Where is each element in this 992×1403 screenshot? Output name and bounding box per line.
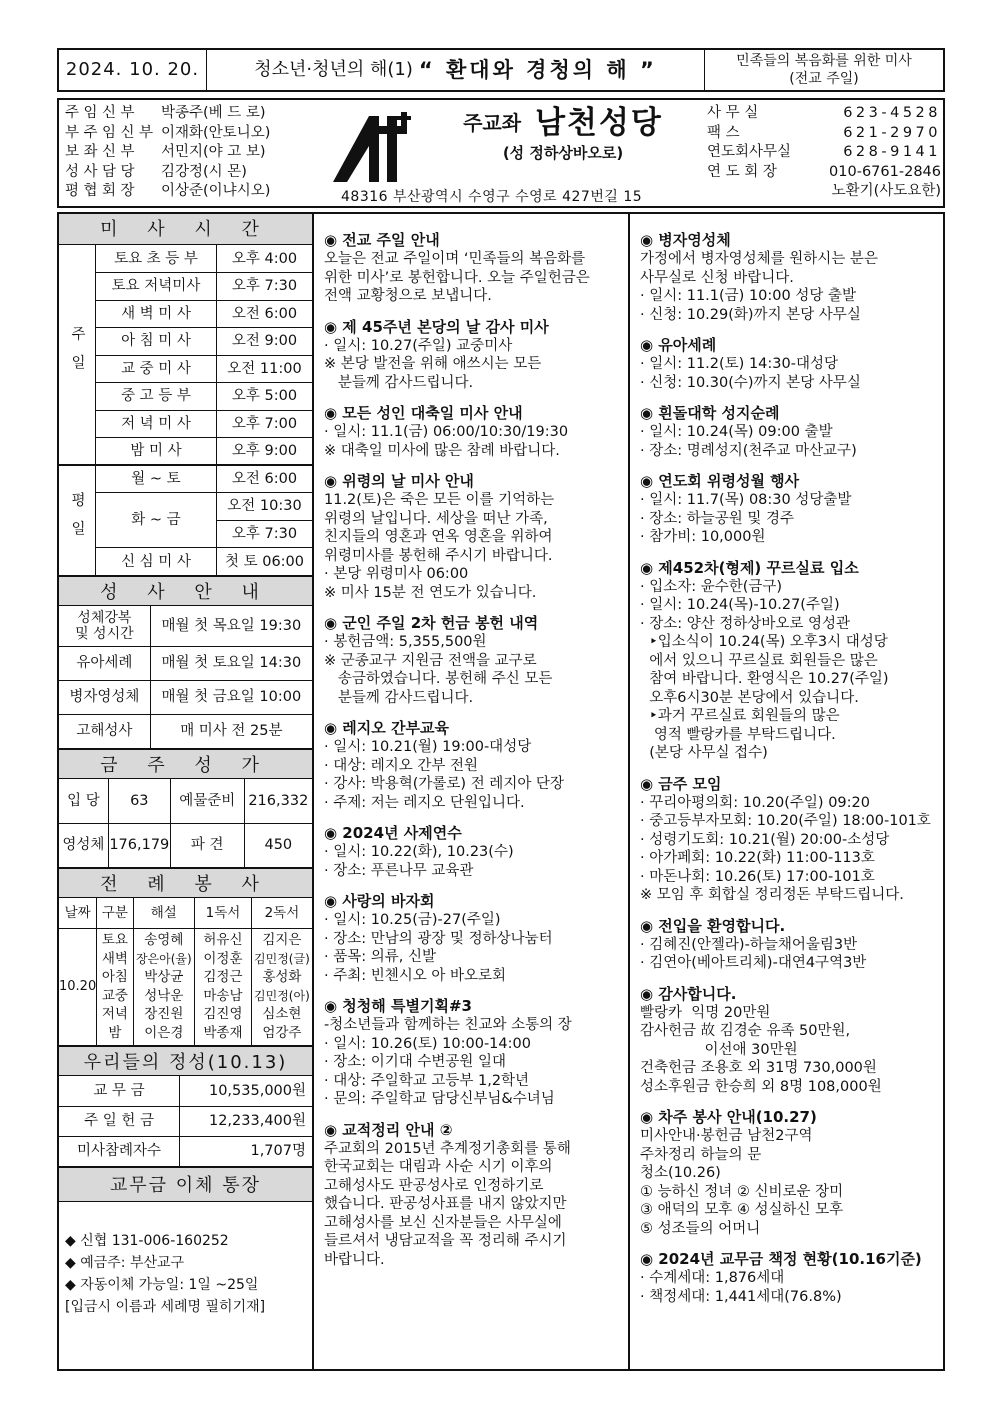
notice-line: 오늘은 전교 주일이며 ‘민족들의 복음화를 — [324, 251, 586, 267]
notice-line: 감사헌금 故 김경순 유족 50만원, — [640, 1023, 851, 1039]
bulletin-header — [57, 48, 945, 92]
notice-line: 고해성사도 판공성사로 인정하기로 — [324, 1177, 544, 1194]
notice-line: · 마돈나회: 10.26(토) 17:00-101호 — [640, 868, 875, 885]
staff-row: 평협회장 이상준(이냐시오) — [65, 183, 271, 199]
mass-schedule-title: 미 사 시 간 — [59, 214, 312, 245]
notice-line: 영적 빨랑카를 부탁드립니다. — [640, 726, 836, 743]
notice-line: · 김혜진(안젤라)-하늘채어울림3반 — [640, 936, 858, 953]
notice-line: · 김연아(베아트리체)-대연4구역3반 — [640, 955, 867, 971]
church-prefix: 주교좌 — [463, 111, 522, 135]
notice-title: ◉ 모든 성인 대축일 미사 안내 — [324, 404, 523, 422]
liturgy-title: 전 례 봉 사 — [59, 867, 312, 898]
notice-title: ◉ 병자영성체 — [640, 231, 731, 249]
offering-table: 교 무 금 10,535,000원 주 일 헌 금 12,233,400원 미사참례자수 1,707명 — [59, 1076, 312, 1166]
mass-row: 새 벽 미 사 오전 6:00 — [59, 300, 312, 328]
notice-line: ‣입소식이 10.24(목) 오후3시 대성당 — [640, 634, 888, 650]
sacrament-table: 성체강복 및 성시간 매월 첫 목요일 19:30 유아세례 매월 첫 토요일 14:30 병자영성체 매월 첫 금요일 10:00 고해성사 매 미사 전 25분 — [59, 606, 312, 748]
notice-block — [314, 230, 628, 306]
notice-line: · 장소: 푸른나무 교육관 — [324, 862, 474, 879]
church-address: 48316 부산광역시 수영구 수영로 427번길 15 — [341, 189, 643, 205]
notice-block — [314, 718, 628, 812]
mass-intention — [705, 50, 943, 90]
week-hymns-title: 금 주 성 가 — [59, 748, 312, 779]
notice-line: · 책정세대: 1,441세대(76.8%) — [640, 1288, 842, 1305]
contact-row: 연 도 회 장 010-6761-2846 — [707, 163, 941, 180]
notice-line: ※ 군종교구 지원금 전액을 교구로 — [324, 652, 537, 669]
notice-line: 오후6시30분 본당에서 있습니다. — [640, 689, 859, 706]
mass-row: 아 침 미 사 오전 9:00 — [59, 328, 312, 356]
mass-row: 화 ~ 금 오전 10:30 — [59, 493, 312, 521]
notice-line: · 대상: 주일학교 고등부 1,2학년 — [324, 1072, 530, 1089]
staff-row: 부주임신부 이재화(안토니오) — [65, 124, 271, 141]
notice-title: ◉ 위령의 날 미사 안내 — [324, 472, 474, 490]
notice-line: · 신청: 10.29(화)까지 본당 사무실 — [640, 306, 861, 323]
notice-title: ◉ 2024년 교무금 책정 현황(10.16기준) — [640, 1250, 922, 1268]
notice-line: · 일시: 10.27(주일) 교중미사 — [324, 337, 513, 354]
notice-line: · 꾸리아평의회: 10.20(주일) 09:20 — [640, 794, 870, 811]
notice-line: · 품목: 의류, 신발 — [324, 949, 436, 965]
contact-row: 사 무 실 623-4528 — [707, 105, 941, 121]
notice-line: · 본당 위령미사 06:00 — [324, 566, 469, 582]
notice-line: 위한 미사’로 봉헌합니다. 오늘 주일헌금은 — [324, 269, 590, 286]
mass-row: 신 심 미 사 첫 토 06:00 — [59, 548, 312, 576]
notice-line: 참여 바랍니다. 환영식은 10.27(주일) — [640, 671, 889, 687]
notice-line: · 중고등부자모회: 10.20(주일) 18:00-101호 — [640, 813, 931, 829]
notice-line: ※ 모임 후 회합실 정리정돈 부탁드립니다. — [640, 887, 904, 903]
contact-list — [707, 104, 941, 202]
notice-title: ◉ 제 45주년 본당의 날 감사 미사 — [324, 317, 549, 336]
notice-line: 했습니다. 판공성사표를 내지 않았지만 — [324, 1196, 567, 1212]
church-info — [57, 98, 945, 208]
notice-block — [314, 613, 628, 707]
contact-row: 연도회사무실 628-9141 — [707, 144, 941, 160]
mass-intention-line2: (전교 주일) — [789, 71, 859, 87]
mass-row: 주일 토요 초 등 부 오후 4:00 — [59, 245, 312, 273]
notice-title: ◉ 사랑의 바자회 — [324, 892, 435, 910]
notice-line: · 일시: 10.24(목) 09:00 출발 — [640, 424, 833, 440]
notice-line: 에서 있으니 꾸르실료 회원들은 많은 — [640, 652, 878, 669]
liturgy-table: 날짜 구분 해설 1독서 2독서 10.20 토요 새벽 아침 교중 저녁 밤 송영혜 장은아(율) 박상균 성낙운 장진원 이은경 허유신 이정훈 김정근 마송남 김진영 박종재 김지은 김민정(글) 홍성화 김민정(아) 심소현 엄강주 — [59, 898, 312, 1045]
notice-line: 고해성사를 보신 신자분들은 사무실에 — [324, 1214, 562, 1231]
notice-block — [630, 984, 943, 1097]
mass-row: 오후 7:30 — [59, 520, 312, 548]
notice-block — [630, 558, 943, 763]
notice-line: · 일시: 10.24(목)-10.27(주일) — [640, 597, 840, 613]
notice-title: ◉ 흰돌대학 성지순례 — [640, 404, 780, 422]
notice-line: 11.2(토)은 죽은 모든 이를 기억하는 — [324, 492, 555, 508]
notice-title: ◉ 금주 모임 — [640, 774, 722, 793]
notice-line: 미사안내·봉헌금 남천2구역 — [640, 1128, 813, 1144]
notice-line: 빨랑카 익명 20만원 — [640, 1004, 771, 1021]
offering-title: 우리들의 정성(10.13) — [59, 1045, 312, 1076]
notice-line: · 일시: 10.22(화), 10.23(수) — [324, 844, 514, 860]
notice-line: 송금하였습니다. 봉헌해 주신 모든 — [324, 671, 553, 687]
notice-title: ◉ 연도회 위령성월 행사 — [640, 472, 800, 490]
issue-date: 2024. 10. 20. — [59, 50, 207, 90]
mass-schedule-table — [59, 245, 312, 575]
year-motto: “ 환대와 경청의 해 ” — [418, 58, 657, 82]
notice-line: · 참가비: 10,000원 — [640, 529, 766, 545]
notice-line: 한국교회는 대림과 사순 시기 이후의 — [324, 1159, 553, 1175]
mass-row: 토요 저녁미사 오후 7:30 — [59, 273, 312, 301]
notice-block — [314, 471, 628, 602]
notice-title: ◉ 레지오 간부교육 — [324, 719, 449, 737]
notice-line: · 강사: 박용혁(가롤로) 전 레지아 단장 — [324, 776, 564, 792]
notice-title: ◉ 유아세례 — [640, 336, 717, 354]
notice-line: · 장소: 하늘공원 및 경주 — [640, 510, 794, 527]
notice-line: 전액 교황청으로 보냅니다. — [324, 288, 492, 304]
notice-line: · 장소: 이기대 수변공원 일대 — [324, 1054, 507, 1070]
notice-line: 이선애 30만원 — [640, 1041, 798, 1058]
notice-line: ※ 대축일 미사에 많은 참례 바랍니다. — [324, 442, 560, 459]
church-logo — [329, 112, 425, 184]
mass-row: 교 중 미 사 오전 11:00 — [59, 355, 312, 383]
staff-row: 보좌신부 서민지(야 고 보) — [65, 144, 266, 160]
notice-block — [630, 774, 943, 905]
notice-block — [314, 891, 628, 985]
mass-row: 저 녁 미 사 오후 7:00 — [59, 410, 312, 438]
notice-line: · 일시: 11.1(금) 10:00 성당 출발 — [640, 288, 856, 304]
liturgy-date: 10.20 — [59, 928, 97, 1045]
mass-row: 밤 미 사 오후 9:00 — [59, 438, 312, 466]
notice-line: 위령의 날입니다. 세상을 떠난 가족, — [324, 510, 548, 527]
notice-line: · 주제: 저는 레지오 단원입니다. — [324, 794, 525, 811]
year-theme-label: 청소년·청년의 해(1) — [254, 59, 413, 80]
notice-line: · 신청: 10.30(수)까지 본당 사무실 — [640, 374, 861, 391]
middle-column — [314, 214, 630, 1369]
notice-line: · 봉헌금액: 5,355,500원 — [324, 634, 487, 650]
notice-title: ◉ 청청해 특별기획#3 — [324, 997, 472, 1015]
notice-title: ◉ 감사합니다. — [640, 984, 737, 1003]
notice-line: · 성령기도회: 10.21(월) 20:00-소성당 — [640, 831, 890, 848]
notice-line: 사무실로 신청 바랍니다. — [640, 269, 794, 286]
notice-line: 들르셔서 냉담교적을 꼭 정리해 주시기 — [324, 1233, 567, 1249]
notice-line: · 일시: 11.7(목) 08:30 성당출발 — [640, 492, 852, 508]
mass-row: 중 고 등 부 오후 5:00 — [59, 383, 312, 411]
notice-line: · 일시: 10.25(금)-27(주일) — [324, 912, 501, 928]
notice-line: · 일시: 11.2(토) 14:30-대성당 — [640, 356, 838, 372]
church-name-block — [423, 105, 703, 162]
church-name: 남천성당 — [535, 105, 663, 141]
notice-title: ◉ 전입을 환영합니다. — [640, 916, 786, 935]
notice-line: 청소(10.26) — [640, 1165, 721, 1181]
notice-title: ◉ 전교 주일 안내 — [324, 231, 440, 249]
notice-line: ① 능하신 정녀 ② 신비로운 장미 — [640, 1183, 844, 1200]
notice-line: · 대상: 레지오 간부 전원 — [324, 757, 478, 774]
notice-line: · 수계세대: 1,876세대 — [640, 1270, 785, 1286]
notice-line: (본당 사무실 접수) — [640, 745, 768, 761]
notice-line: ⑤ 성조들의 어머니 — [640, 1220, 761, 1237]
notice-block — [630, 471, 943, 547]
notice-line: ③ 애덕의 모후 ④ 성실하신 모후 — [640, 1202, 844, 1218]
notice-line: · 장소: 만남의 광장 및 정하상나눔터 — [324, 930, 553, 947]
notice-block — [630, 335, 943, 392]
notice-line: · 장소: 명례성지(천주교 마산교구) — [640, 442, 857, 459]
notice-title: ◉ 교적정리 안내 ② — [324, 1120, 453, 1139]
weekday-group-label: 평일 — [59, 465, 96, 575]
notice-line: ※ 본당 발전을 위해 애쓰시는 모든 — [324, 356, 542, 372]
notice-line: ‣과거 꾸르실료 회원들의 많은 — [640, 708, 840, 724]
notice-line: · 일시: 10.21(월) 19:00-대성당 — [324, 739, 532, 755]
notice-title: ◉ 2024년 사제연수 — [324, 824, 462, 842]
staff-row: 주임신부 박종주(베 드 로) — [65, 105, 266, 121]
sunday-group-label: 주일 — [59, 245, 96, 465]
notice-line: 친지들의 영혼과 연옥 영혼을 위하여 — [324, 529, 553, 545]
notice-line: 주차정리 하늘의 문 — [640, 1146, 762, 1163]
notice-block — [630, 403, 943, 460]
notice-line: 건축헌금 조용호 외 31명 730,000원 — [640, 1060, 877, 1076]
contact-row: 팩 스 621-2970 — [707, 124, 941, 141]
notice-title: ◉ 군인 주일 2차 헌금 봉헌 내역 — [324, 614, 539, 632]
notice-line: · 아가페회: 10.22(화) 11:00-113호 — [640, 850, 875, 866]
left-column — [59, 214, 314, 1369]
notice-block — [630, 1107, 943, 1238]
notice-title: ◉ 제452차(형제) 꾸르실료 입소 — [640, 558, 859, 577]
notice-line: 위령미사를 봉헌해 주시기 바랍니다. — [324, 547, 553, 564]
notice-block — [314, 996, 628, 1109]
notice-block — [314, 1120, 628, 1270]
right-column — [630, 214, 943, 1369]
notice-block — [630, 1249, 943, 1306]
notice-line: 가정에서 병자영성체를 원하시는 분은 — [640, 251, 878, 267]
notice-line: 성소후원금 한승희 외 8명 108,000원 — [640, 1078, 882, 1095]
account-info: ◆ 신협 131-006-160252 ◆ 예금주: 부산교구 ◆ 자동이체 가능일: 1일 ~25일 [입금시 이름과 세례명 필히기재] — [65, 1233, 266, 1315]
notice-line: 바랍니다. — [324, 1251, 385, 1268]
contact-row: 노환기(사도요한) — [831, 183, 941, 199]
notice-line: ※ 미사 15분 전 연도가 있습니다. — [324, 584, 537, 601]
notice-line: · 일시: 10.26(토) 10:00-14:00 — [324, 1035, 531, 1052]
notice-line: · 일시: 11.1(금) 06:00/10:30/19:30 — [324, 424, 569, 440]
notice-block — [630, 230, 943, 324]
mass-row: 평일 월 ~ 토 오전 6:00 — [59, 465, 312, 493]
notice-title: ◉ 차주 봉사 안내(10.27) — [640, 1108, 817, 1126]
week-hymns-table: 입 당 63 예물준비 216,332 영성체 176,179 파 견 450 — [59, 779, 312, 867]
notice-block — [630, 916, 943, 973]
account-title: 교무금 이체 통장 — [59, 1166, 312, 1202]
notice-line: · 문의: 주일학교 담당신부님&수녀님 — [324, 1091, 555, 1107]
sacrament-title: 성 사 안 내 — [59, 575, 312, 606]
notice-line: 분들께 감사드립니다. — [324, 689, 474, 706]
notice-block — [314, 403, 628, 460]
bulletin-body — [57, 212, 945, 1371]
notice-block — [314, 317, 628, 393]
notice-line: 주교회의 2015년 추계정기총회를 통해 — [324, 1140, 571, 1157]
notice-line: -청소년들과 함께하는 친교와 소통의 장 — [324, 1017, 572, 1033]
staff-list — [65, 104, 365, 202]
mass-intention-line1: 민족들의 복음화를 위한 미사 — [736, 53, 912, 69]
notice-line: · 주최: 빈첸시오 아 바오로회 — [324, 967, 507, 984]
notice-line: 분들께 감사드립니다. — [324, 374, 474, 391]
church-patron: (성 정하상바오로) — [502, 144, 624, 162]
notice-line: · 입소자: 윤수한(금구) — [640, 578, 783, 595]
year-theme — [207, 50, 705, 90]
staff-row: 성사담당 김강정(시 몬) — [65, 163, 247, 180]
notice-block — [314, 823, 628, 880]
notice-line: · 장소: 양산 정하상바오로 영성관 — [640, 615, 851, 632]
